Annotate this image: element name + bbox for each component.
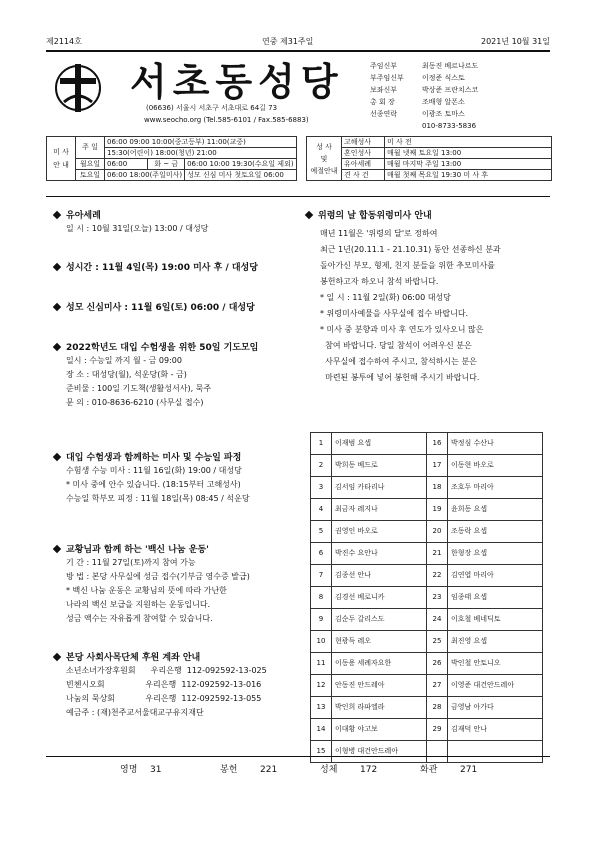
deceased-name: 박정심 수산나 (448, 433, 543, 455)
clergy-row: 총 회 장 조배형 알폰소 (370, 98, 465, 106)
notice-line: 수험생 수능 미사 : 11월 16일(화) 19:00 / 대성당 (66, 466, 242, 475)
notice-line: 수능일 학부모 피정 : 11월 18일(목) 08:45 / 석운당 (66, 494, 250, 503)
notice-line: 성금 액수는 자유롭게 참여할 수 있습니다. (66, 614, 213, 623)
names-row (311, 609, 543, 631)
names-row (311, 477, 543, 499)
parish-web-contact: www.seocho.org (Tel.585-6101 / Fax.585-6883) (144, 116, 309, 124)
deceased-name: 이동용 세례자요한 (332, 653, 427, 675)
deceased-name: 권영인 바오로 (332, 521, 427, 543)
stat-value: 271 (460, 765, 478, 775)
deceased-name: 이대황 야고보 (332, 719, 427, 741)
notice-line: 준비물 : 100일 기도책(생활성서사), 묵주 (66, 384, 212, 393)
notice-exam-mass (54, 452, 250, 506)
names-row (311, 521, 543, 543)
memorial-line: * 일 시 : 11월 2일(화) 06:00 대성당 (320, 293, 451, 302)
notice-vaccine-sharing (54, 544, 250, 626)
clergy-row: 선종연락 이광조 토마스 (370, 110, 465, 118)
deceased-names-table (310, 432, 543, 763)
stat-label: 화관 (420, 765, 438, 775)
spiritual-bouquet-stats (120, 764, 520, 776)
diamond-bullet-icon (53, 343, 61, 351)
notice-title: 대입 수험생과 함께하는 미사 및 수능일 파정 (66, 453, 242, 463)
deceased-name: 김경선 베로니카 (332, 587, 427, 609)
name-number: 28 (427, 697, 448, 719)
deceased-name: 이호철 베네딕토 (448, 609, 543, 631)
stat-value: 172 (360, 765, 378, 775)
name-number: 4 (311, 499, 332, 521)
deceased-name: 이영준 대건안드레아 (448, 675, 543, 697)
names-row (311, 697, 543, 719)
diamond-bullet-icon (305, 211, 313, 219)
memorial-line: * 위령미사예물을 사무실에 접수 바랍니다. (320, 309, 469, 318)
name-number: 17 (427, 455, 448, 477)
deceased-name: 조호두 마리아 (448, 477, 543, 499)
name-number: 6 (311, 543, 332, 565)
deceased-name: 한형장 요셉 (448, 543, 543, 565)
deceased-name: 박인철 안토니오 (448, 653, 543, 675)
names-row (311, 653, 543, 675)
names-row (311, 455, 543, 477)
notice-memorial-mass (306, 210, 550, 386)
notice-line: 문 의 : 010-8636-6210 (사무실 접수) (66, 398, 204, 407)
name-number: 5 (311, 521, 332, 543)
name-number: 16 (427, 433, 448, 455)
notice-title: 유아세례 (66, 211, 101, 221)
name-number: 25 (427, 631, 448, 653)
deceased-name: 김종선 안나 (332, 565, 427, 587)
notice-line: 기 간 : 11월 27일(토)까지 참여 가능 (66, 558, 196, 567)
clergy-row: 010-8733-5836 (422, 122, 477, 130)
name-number: 12 (311, 675, 332, 697)
notice-title: 본당 사회사목단체 후원 계좌 안내 (66, 653, 201, 663)
memorial-line: 돌아가신 부모, 형제, 친지 분들을 위한 추모미사를 (320, 261, 495, 270)
name-number: 24 (427, 609, 448, 631)
memorial-line: 마련된 봉투에 넣어 봉헌해 주시기 바랍니다. (320, 373, 480, 382)
mass-schedule-table: 미 사 안 내 주 일 06:00 09:00 10:00(중고등부) 11:00(교중) 15:30(어린이) 18:00(청년) 21:00 월요일 06:00 화 ~ 금 06:00 10:00 19:30(수요일 제외) 토요일 06:00 18:00(주일미사) 성모 신심 미사 첫토요일 06:00 (46, 136, 297, 181)
clergy-row: 부주임신부 이정준 식스토 (370, 74, 465, 82)
name-number: 2 (311, 455, 332, 477)
names-row (311, 631, 543, 653)
deceased-name: 이형병 대건안드레아 (332, 741, 427, 763)
deceased-name: 김순두 갈리스도 (332, 609, 427, 631)
clergy-list (370, 62, 550, 134)
deceased-name: 현광득 레오 (332, 631, 427, 653)
issue-date: 2021년 10월 31일 (481, 37, 550, 46)
deceased-name: 박희동 베드로 (332, 455, 427, 477)
name-number: 8 (311, 587, 332, 609)
deceased-name: 김재덕 안나 (448, 719, 543, 741)
name-number: 9 (311, 609, 332, 631)
diamond-bullet-icon (53, 653, 61, 661)
name-number: 13 (311, 697, 332, 719)
memorial-line: 봉헌하고자 하오니 참석 바랍니다. (320, 277, 439, 286)
deceased-name: 이동현 바오로 (448, 455, 543, 477)
name-number: 7 (311, 565, 332, 587)
deceased-name: 임종태 요셉 (448, 587, 543, 609)
name-number: 22 (427, 565, 448, 587)
parish-title: 서초동성당 (130, 60, 344, 104)
name-number (427, 741, 448, 763)
name-number: 29 (427, 719, 448, 741)
parish-logo-icon (52, 62, 104, 114)
deceased-name: 김서임 카타리나 (332, 477, 427, 499)
section-rule (46, 196, 550, 197)
memorial-line: * 미사 중 분향과 미사 후 연도가 있사오니 많은 (320, 325, 484, 334)
diamond-bullet-icon (53, 211, 61, 219)
sacrament-table: 성 사 및 예절안내 고해성사 미 사 전 혼인성사 매월 넷째 토요일 13:00 유아세례 매월 마지막 주일 13:00 견 사 건 매월 첫째 목요일 19:30 미 사 후 (306, 136, 552, 181)
stat-label: 성체 (320, 765, 338, 775)
deceased-name: 안동진 안드레아 (332, 675, 427, 697)
liturgical-week: 연중 제31주일 (262, 37, 314, 46)
name-number: 14 (311, 719, 332, 741)
diamond-bullet-icon (53, 263, 61, 271)
memorial-line: 사무실에 접수하여 주시고, 참석하시는 분은 (320, 357, 477, 366)
notice-line: 나라의 백신 보급을 지원하는 운동입니다. (66, 600, 211, 609)
deceased-name: 금영남 아가다 (448, 697, 543, 719)
notice-exam-prayer (54, 342, 258, 410)
diamond-bullet-icon (53, 303, 61, 311)
account-line: 나눔의 묵상회 우리은행 112-092592-13-055 (66, 694, 262, 703)
notice-title: 교황님과 함께 하는 '백신 나눔 운동' (66, 545, 209, 555)
names-row (311, 719, 543, 741)
masthead-bar (46, 36, 550, 48)
names-row (311, 587, 543, 609)
name-number: 15 (311, 741, 332, 763)
names-row (311, 565, 543, 587)
deceased-name: 이재범 요셉 (332, 433, 427, 455)
stat-label: 봉헌 (220, 765, 238, 775)
name-number: 3 (311, 477, 332, 499)
parish-address: (06636) 서울시 서초구 서초대로 64길 73 (146, 104, 278, 112)
names-row (311, 543, 543, 565)
clergy-row: 주임신부 최동진 베르나르도 (370, 62, 479, 70)
notice-title: 성모 신심미사 : 11월 6일(토) 06:00 / 대성당 (66, 303, 255, 313)
name-number: 11 (311, 653, 332, 675)
notice-line: 장 소 : 대성당(월), 석운당(화 - 금) (66, 370, 187, 379)
deceased-name (448, 741, 543, 763)
name-number: 26 (427, 653, 448, 675)
diamond-bullet-icon (53, 453, 61, 461)
account-holder: 예금주 : (재)천주교서울대교구유지재단 (66, 708, 204, 717)
diamond-bullet-icon (53, 545, 61, 553)
account-line: 소년소녀가장후원회 우리은행 112-092592-13-025 (66, 666, 267, 675)
name-number: 21 (427, 543, 448, 565)
notice-line: 방 법 : 본당 사무실에 성금 접수(기부금 영수증 발급) (66, 572, 250, 581)
notice-infant-baptism (54, 210, 208, 236)
notice-line: 일 시 : 10월 31일(오늘) 13:00 / 대성당 (66, 224, 209, 233)
name-number: 23 (427, 587, 448, 609)
header-rule (46, 50, 550, 52)
stat-value: 31 (150, 765, 162, 775)
name-number: 20 (427, 521, 448, 543)
deceased-name: 김연엽 마리아 (448, 565, 543, 587)
notice-marian-mass (54, 302, 255, 314)
account-line: 빈첸시오회 우리은행 112-092592-13-016 (66, 680, 262, 689)
name-number: 27 (427, 675, 448, 697)
name-number: 18 (427, 477, 448, 499)
memorial-line: 매년 11월은 '위령의 달'로 정하여 (320, 229, 438, 238)
names-row (311, 499, 543, 521)
notice-title: 위령의 날 합동위령미사 안내 (318, 211, 432, 221)
notice-line: 일시 : 수능일 까지 월 - 금 09:00 (66, 356, 182, 365)
names-row (311, 433, 543, 455)
name-number: 1 (311, 433, 332, 455)
deceased-name: 윤희동 요셉 (448, 499, 543, 521)
names-row (311, 675, 543, 697)
mass-label: 미 사 안 내 (47, 137, 76, 181)
deceased-name: 박진수 요안나 (332, 543, 427, 565)
name-number: 10 (311, 631, 332, 653)
footer-rule (46, 756, 550, 757)
issue-number: 제2114호 (46, 37, 82, 46)
notice-title: 2022학년도 대입 수험생을 위한 50일 기도모임 (66, 343, 259, 353)
sacrament-label: 성 사 및 예절안내 (307, 137, 342, 181)
stat-label: 영명 (120, 765, 138, 775)
deceased-name: 최금자 레지나 (332, 499, 427, 521)
deceased-name: 조동락 요셉 (448, 521, 543, 543)
notice-holy-hour (54, 262, 258, 274)
name-number: 19 (427, 499, 448, 521)
notice-line: * 미사 중에 안수 있습니다. (18:15부터 고해성사) (66, 480, 241, 489)
memorial-line: 최근 1년(20.11.1 - 21.10.31) 동안 선종하신 분과 (320, 245, 501, 254)
clergy-row: 보좌신부 박상준 프란치스코 (370, 86, 479, 94)
names-row (311, 741, 543, 763)
notice-title: 성시간 : 11월 4일(목) 19:00 미사 후 / 대성당 (66, 263, 258, 273)
deceased-name: 최진영 요셉 (448, 631, 543, 653)
memorial-line: 참여 바랍니다. 당일 참석이 어려우신 분은 (320, 341, 472, 350)
notice-line: * 백신 나눔 운동은 교황님의 뜻에 따라 가난한 (66, 586, 227, 595)
stat-value: 221 (260, 765, 278, 775)
notice-donation-accounts (54, 652, 267, 720)
deceased-name: 박인희 라파엘라 (332, 697, 427, 719)
